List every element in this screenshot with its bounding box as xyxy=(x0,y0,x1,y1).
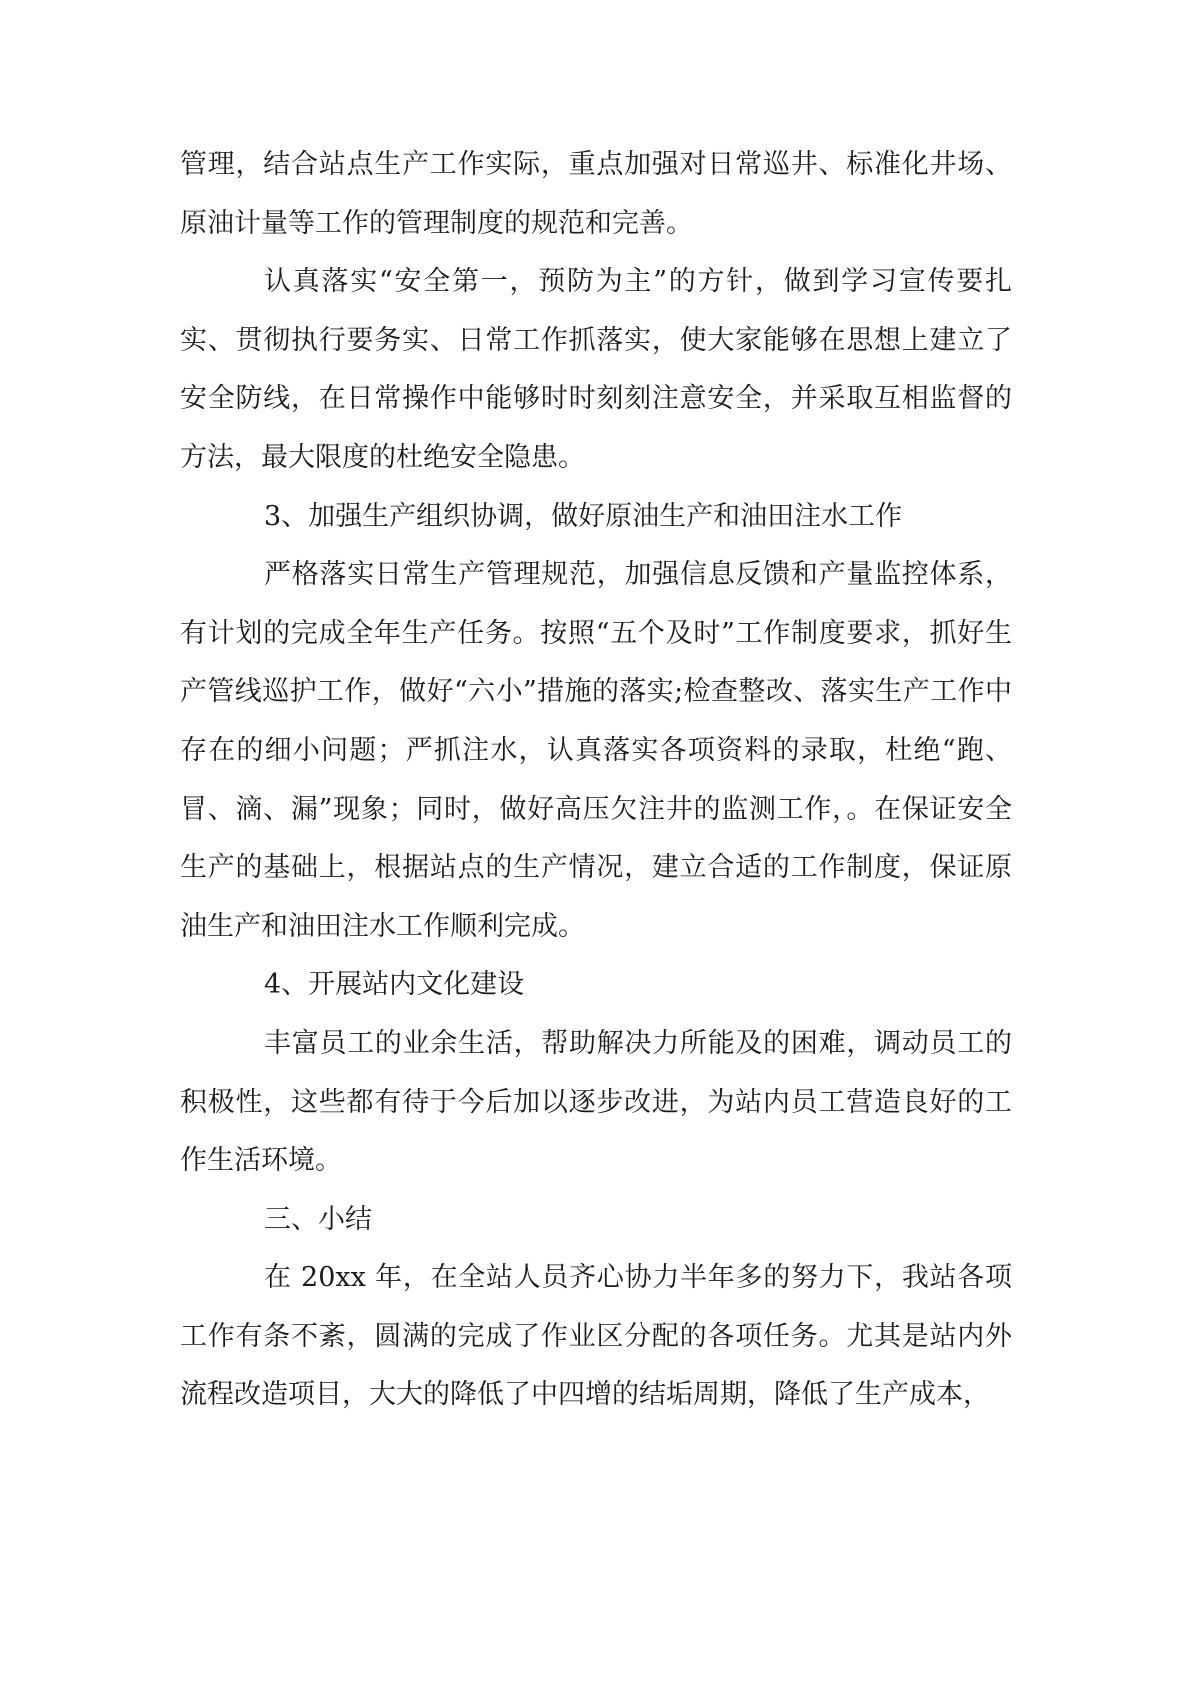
paragraph-safety-policy: 认真落实“安全第一，预防为主”的方针，做到学习宣传要扎实、贯彻执行要务实、日常工作抓落实，使大家能够在思想上建立了安全防线，在日常操作中能够时时刻刻注意安全，并采取互相监督的方法，最大限度的杜绝安全隐患。 xyxy=(180,266,1012,473)
paragraph-summary: 在 20xx 年，在全站人员齐心协力半年多的努力下，我站各项工作有条不紊，圆满的完成了作业区分配的各项任务。尤其是站内外流程改造项目，大大的降低了中四增的结垢周期，降低了生产成本， xyxy=(180,1262,1012,1411)
paragraph-management-continuation: 管理，结合站点生产工作实际，重点加强对日常巡井、标准化井场、原油计量等工作的管理制度的规范和完善。 xyxy=(180,149,1012,239)
section-heading-summary: 三、小结 xyxy=(264,1203,372,1235)
section-heading-production-coordination: 3、加强生产组织协调，做好原油生产和油田注水工作 xyxy=(264,500,903,532)
paragraph-employee-life: 丰富员工的业余生活，帮助解决力所能及的困难，调动员工的积极性，这些都有待于今后加以逐步改进，为站内员工营造良好的工作生活环境。 xyxy=(180,1027,1012,1177)
paragraph-production-management: 严格落实日常生产管理规范，加强信息反馈和产量监控体系，有计划的完成全年生产任务。按照“五个及时”工作制度要求，抓好生产管线巡护工作，做好“六小”措施的落实;检查整改、落实生产工作中存在的细小问题；严抓注水，认真落实各项资料的录取，杜绝“跑、冒、滴、漏”现象；同时，做好高压欠注井的监测工作，。在保证安全生产的基础上，根据站点的生产情况，建立合适的工作制度，保证原油生产和油田注水工作顺利完成。 xyxy=(180,559,1012,942)
document-body xyxy=(180,136,1012,1425)
section-heading-culture-building: 4、开展站内文化建设 xyxy=(264,969,525,1001)
